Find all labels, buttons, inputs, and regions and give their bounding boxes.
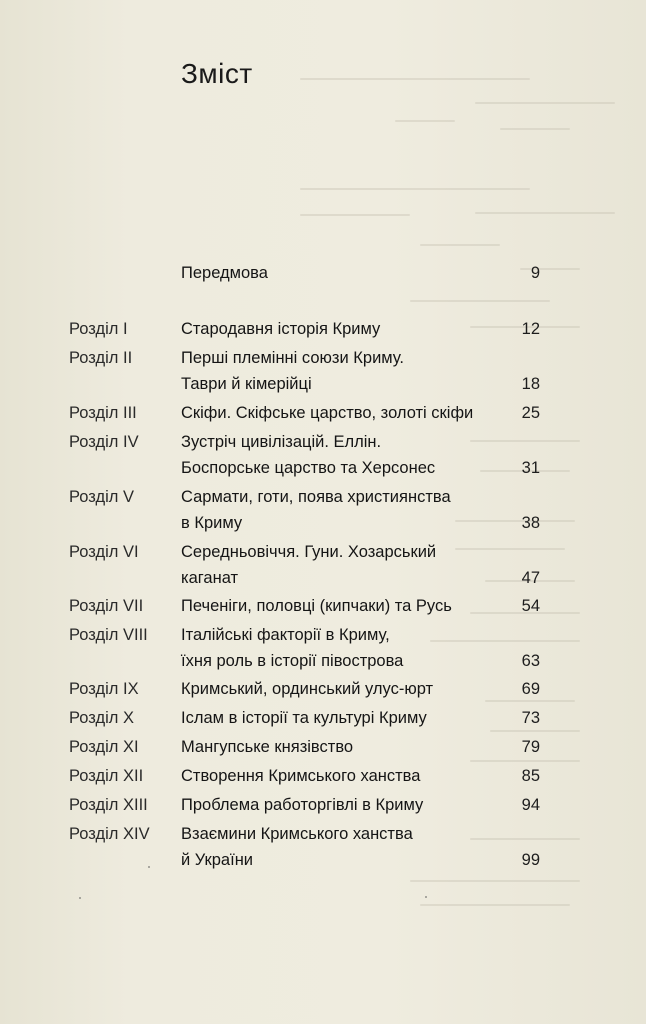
chapter-label: Розділ II bbox=[69, 349, 133, 367]
page-number: 9 bbox=[530, 264, 540, 282]
entry-title-line: Печеніги, половці (кипчаки) та Русь bbox=[181, 597, 452, 615]
entry-title-line: Взаємини Кримського ханства bbox=[181, 825, 413, 843]
entry-title bbox=[181, 400, 511, 426]
show-through-line bbox=[300, 214, 410, 216]
chapter-label: Розділ IX bbox=[69, 680, 139, 698]
entry-title-line: Скіфи. Скіфське царство, золоті скіфи bbox=[181, 404, 474, 422]
chapter-label: Розділ XI bbox=[69, 738, 139, 756]
show-through-line bbox=[300, 78, 530, 80]
page-number: 73 bbox=[521, 709, 540, 727]
entry-title-line: Середньовіччя. Гуни. Хозарський bbox=[181, 543, 437, 561]
entry-title bbox=[181, 484, 511, 536]
chapter-label: Розділ VIII bbox=[69, 626, 148, 644]
page-number: 54 bbox=[521, 597, 540, 615]
entry-title-line: Мангупське князівство bbox=[181, 738, 354, 756]
entry-title-line: Проблема работоргівлі в Криму bbox=[181, 796, 424, 814]
page-number: 12 bbox=[521, 320, 540, 338]
chapter-label: Розділ XII bbox=[69, 767, 144, 785]
entry-title bbox=[181, 316, 511, 342]
chapter-label: Розділ VII bbox=[69, 597, 144, 615]
entry-title-line: їхня роль в історії півострова bbox=[181, 652, 404, 670]
show-through-line bbox=[475, 212, 615, 214]
print-speck bbox=[79, 897, 81, 899]
print-speck bbox=[425, 896, 427, 898]
chapter-label: Розділ XIII bbox=[69, 796, 148, 814]
entry-title-line: Іслам в історії та культурі Криму bbox=[181, 709, 427, 727]
entry-title-line: Італійські факторії в Криму, bbox=[181, 626, 390, 644]
show-through-line bbox=[470, 760, 580, 762]
show-through-line bbox=[395, 120, 455, 122]
entry-title bbox=[181, 676, 511, 702]
entry-title-line: й України bbox=[181, 851, 254, 869]
show-through-line bbox=[410, 300, 550, 302]
show-through-line bbox=[475, 102, 615, 104]
entry-title bbox=[181, 345, 511, 397]
entry-title-line: Таври й кімерійці bbox=[181, 375, 312, 393]
entry-title bbox=[181, 705, 511, 731]
page-title: Зміст bbox=[181, 58, 253, 89]
chapter-label: Розділ I bbox=[69, 320, 128, 338]
entry-title bbox=[181, 429, 511, 481]
page-number: 25 bbox=[521, 404, 540, 422]
chapter-label: Розділ XIV bbox=[69, 825, 150, 843]
chapter-label: Розділ V bbox=[69, 488, 134, 506]
entry-title bbox=[181, 539, 511, 591]
entry-title bbox=[181, 821, 511, 873]
show-through-line bbox=[520, 268, 580, 270]
chapter-label: Розділ IV bbox=[69, 433, 139, 451]
entry-title-line: Перші племінні союзи Криму. bbox=[181, 349, 404, 367]
print-speck bbox=[148, 866, 150, 868]
entry-title-line: каганат bbox=[181, 569, 239, 587]
page-number: 85 bbox=[521, 767, 540, 785]
entry-title bbox=[181, 792, 511, 818]
entry-title-line: Боспорське царство та Херсонес bbox=[181, 459, 436, 477]
page-number: 63 bbox=[521, 652, 540, 670]
show-through-line bbox=[410, 880, 580, 882]
page-number: 47 bbox=[521, 569, 540, 587]
entry-title bbox=[181, 763, 511, 789]
chapter-label: Розділ VI bbox=[69, 543, 139, 561]
page-number: 38 bbox=[521, 514, 540, 532]
entry-title bbox=[181, 622, 511, 674]
page-number: 31 bbox=[521, 459, 540, 477]
page-number: 94 bbox=[521, 796, 540, 814]
entry-title-line: Зустріч цивілізацій. Еллін. bbox=[181, 433, 382, 451]
entry-title bbox=[181, 593, 511, 619]
entry-title bbox=[181, 734, 511, 760]
entry-title bbox=[181, 260, 511, 286]
page-number: 79 bbox=[521, 738, 540, 756]
show-through-line bbox=[420, 244, 500, 246]
page-number: 69 bbox=[521, 680, 540, 698]
entry-title-line: Стародавня історія Криму bbox=[181, 320, 381, 338]
page-number: 99 bbox=[521, 851, 540, 869]
chapter-label: Розділ X bbox=[69, 709, 134, 727]
entry-title-line: Сармати, готи, поява християнства bbox=[181, 488, 451, 506]
entry-title-line: Кримський, ординський улус-юрт bbox=[181, 680, 434, 698]
page-number: 18 bbox=[521, 375, 540, 393]
show-through-line bbox=[500, 128, 570, 130]
show-through-line bbox=[420, 904, 570, 906]
show-through-line bbox=[300, 188, 530, 190]
entry-title-line: Створення Кримського ханства bbox=[181, 767, 421, 785]
entry-title-line: Передмова bbox=[181, 264, 268, 282]
entry-title-line: в Криму bbox=[181, 514, 243, 532]
chapter-label: Розділ III bbox=[69, 404, 137, 422]
